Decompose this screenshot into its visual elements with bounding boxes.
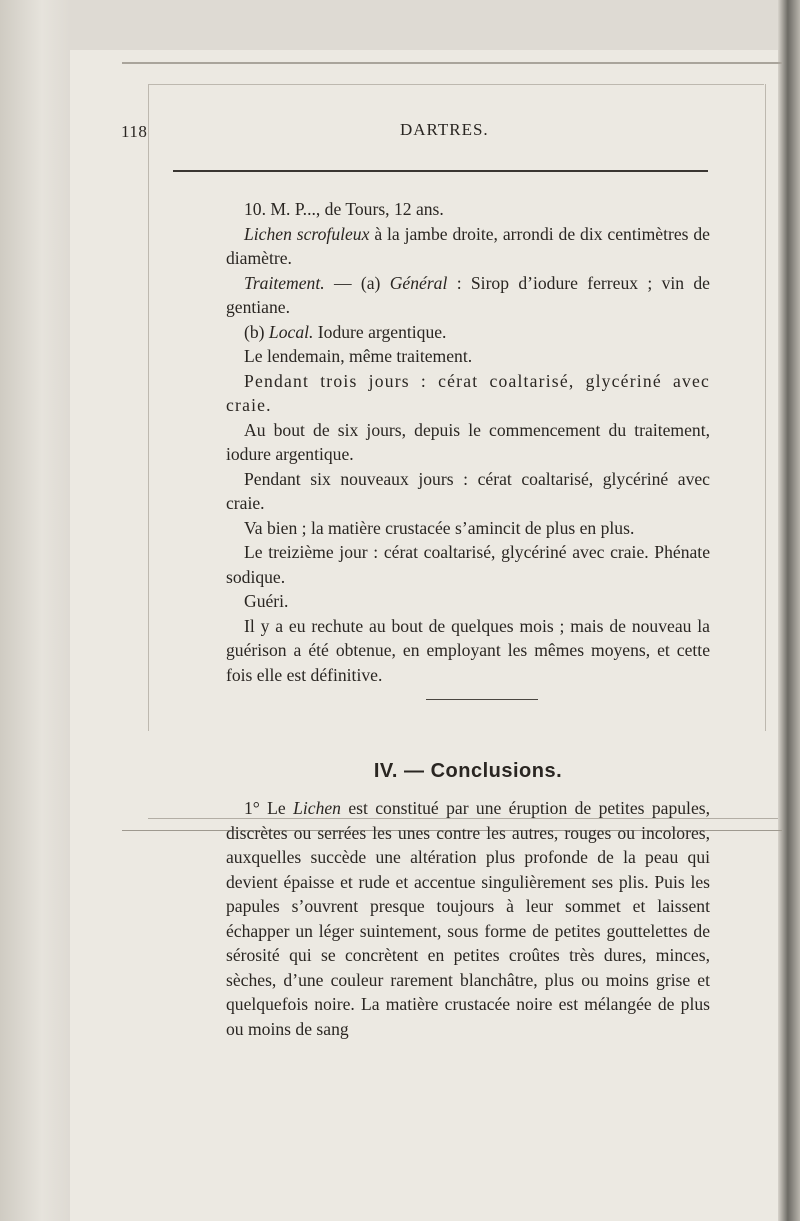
lichen-term: Lichen xyxy=(293,798,341,818)
case-line: Le treizième jour : cérat coaltarisé, glycériné avec craie. Phénate sodique. xyxy=(226,542,710,587)
page-number: 118 xyxy=(121,122,148,141)
book-edge-right xyxy=(778,0,800,1221)
case-line: Il y a eu rechute au bout de quelques mois ; mais de nouveau la guérison a été obtenue, en employant les mêmes moyens, et cette fois elle est définitive. xyxy=(226,615,710,685)
header-rule xyxy=(173,170,708,172)
local-label: Local. xyxy=(268,321,314,342)
case-line: Guéri. xyxy=(244,591,289,611)
case-line: Va bien ; la matière crustacée s’amincit de plus en plus. xyxy=(244,517,635,538)
case-line: Pendant trois jours : cérat coaltarisé, glycériné avec craie. xyxy=(226,370,710,415)
section-title: IV. — Conclusions. xyxy=(373,760,563,782)
general-label: Général xyxy=(389,272,448,293)
section-rule xyxy=(426,699,538,700)
case-treatment-local: (b) Local. Iodure argentique. xyxy=(244,321,447,342)
diagnosis-term: Lichen scrofuleux xyxy=(244,223,370,244)
conclusion-paragraph xyxy=(226,796,710,1041)
case-treatment-general: Traitement. — (a) Général : Sirop d’iodure ferreux ; vin de gentiane. xyxy=(226,272,710,317)
frame-top-rule xyxy=(122,62,782,64)
running-head: DARTRES. xyxy=(400,120,489,139)
book-gutter-left xyxy=(0,0,70,1221)
case-heading: 10. M. P..., de Tours, 12 ans. xyxy=(244,199,444,219)
treatment-label: Traitement. xyxy=(244,272,325,293)
case-line: Au bout de six jours, depuis le commencement du traitement, iodure argentique. xyxy=(226,419,710,464)
case-line: Pendant six nouveaux jours : cérat coaltarisé, glycériné avec craie. xyxy=(226,468,710,513)
case-line: Le lendemain, même traitement. xyxy=(244,346,473,366)
case-report xyxy=(226,197,710,687)
case-diagnosis: Lichen scrofuleux à la jambe droite, arrondi de dix centimètres de diamètre. xyxy=(226,223,710,268)
conclusion-text: 1° Le Lichen est constitué par une éruption de petites papules, discrètes ou serrées les unes contre les autres, rouges ou incolores, auxquelles succède une altération plus profonde de la peau qui devient épaisse et rude et accentue singulièrement ses plis. Puis les papules s’ouvrent presque toujours à leur sommet et laissent échapper un léger suintement, sous forme de petites gouttelettes de sérosité qui se concrètent en petites croûtes très dures, minces, sèches, d’une couleur rarement blanchâtre, plus ou moins grise et quelquefois noire. La matière crustacée noire est mélangée de plus ou moins de sang xyxy=(226,798,710,1039)
